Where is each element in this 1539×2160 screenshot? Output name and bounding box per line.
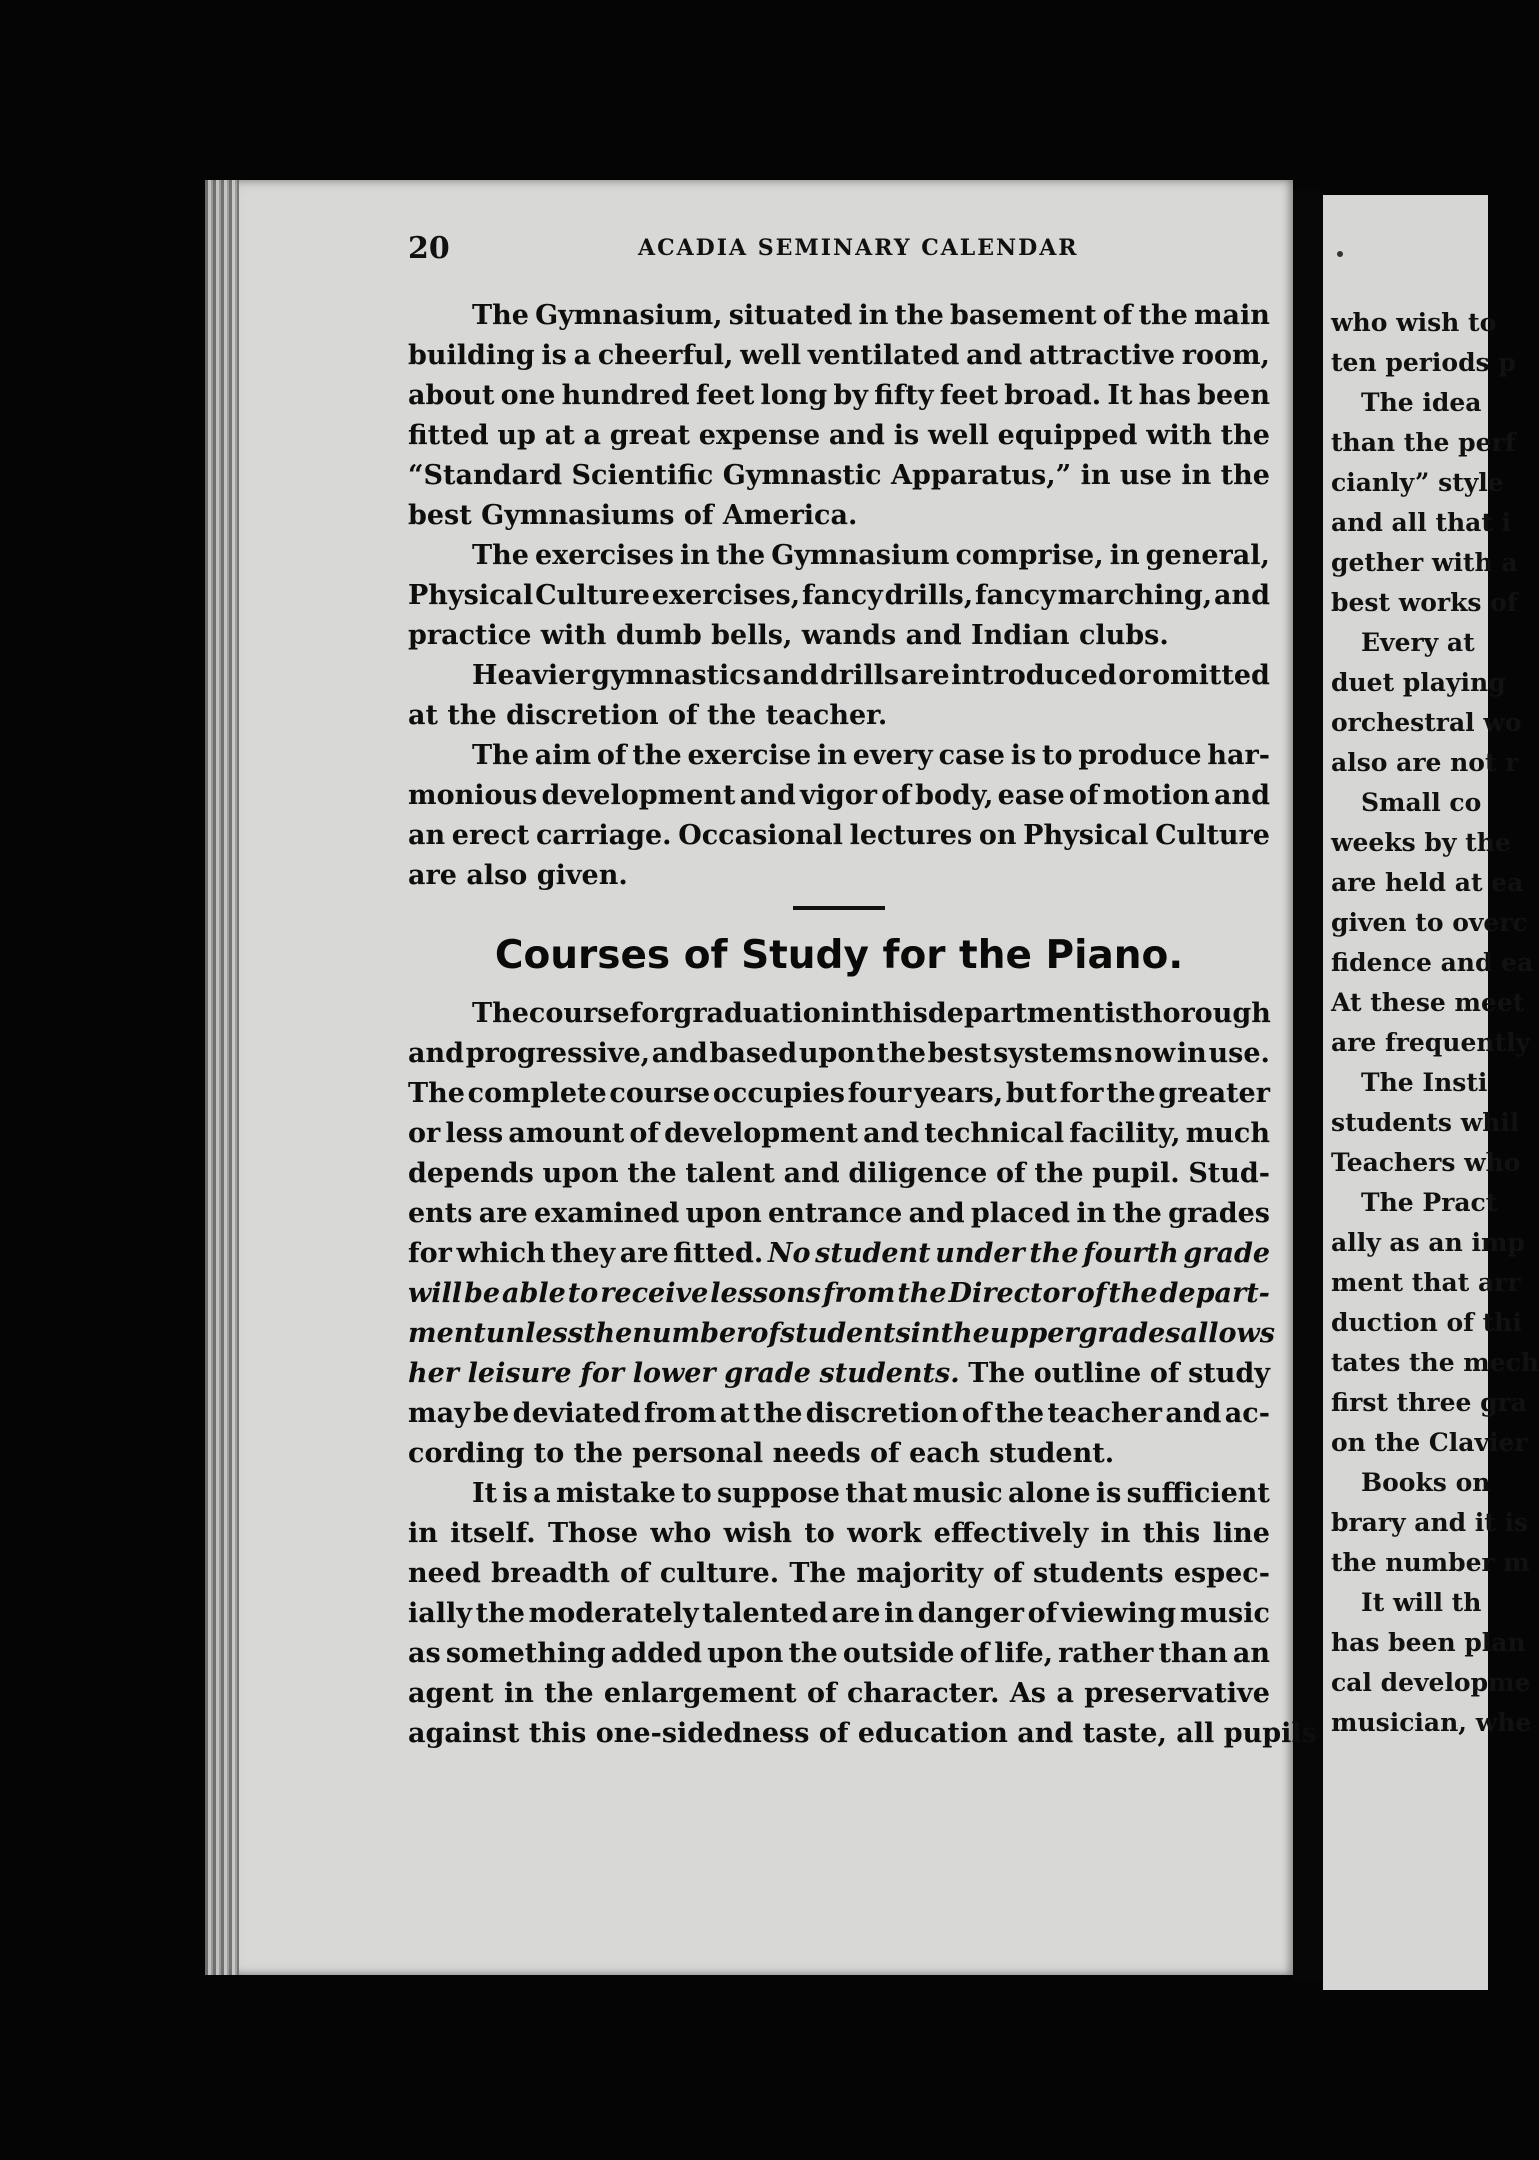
- text-line: or less amount of development and technical facility, much: [408, 1118, 1270, 1149]
- right-page-line: who wish to: [1331, 308, 1497, 337]
- text-line: about one hundred feet long by fifty feet broad. It has been: [408, 380, 1270, 411]
- right-page-line: At these meet: [1331, 988, 1525, 1017]
- right-page-line: duction of thi: [1331, 1308, 1522, 1337]
- text-line: and progressive, and based upon the best systems now in use.: [408, 1038, 1270, 1069]
- right-page-line: ally as an imp: [1331, 1228, 1525, 1257]
- right-page-line: tates the mech: [1331, 1348, 1539, 1377]
- right-page-line: duet playing: [1331, 668, 1506, 697]
- text-line: are also given.: [408, 860, 628, 891]
- right-page-line: The Insti: [1361, 1068, 1488, 1097]
- right-page-line: Teachers who: [1331, 1148, 1521, 1177]
- section-title: Courses of Study for the Piano.: [494, 933, 1184, 978]
- text-line: need breadth of culture. The majority of students espec-: [408, 1558, 1270, 1589]
- right-page-line: are held at ea: [1331, 868, 1524, 897]
- section-divider: [793, 906, 885, 910]
- text-line: will be able to receive lessons from the Director of the depart-: [408, 1278, 1270, 1309]
- right-page-line: Small co: [1361, 788, 1482, 817]
- right-page-line: on the Clavier: [1331, 1428, 1528, 1457]
- text-line: ment unless the number of students in the upper grades allows: [408, 1318, 1275, 1349]
- right-page-line: first three gra: [1331, 1388, 1527, 1417]
- text-line: against this one-sidedness of education and taste, all pupils: [408, 1718, 1317, 1749]
- paragraph-exercises: [408, 536, 1270, 656]
- text-line: The exercises in the Gymnasium comprise, in general,: [472, 540, 1270, 571]
- text-line: “Standard Scientific Gymnastic Apparatus,” in use in the: [408, 460, 1270, 491]
- text-line: The aim of the exercise in every case is to produce har-: [472, 740, 1270, 771]
- right-page-line: also are not r: [1331, 748, 1519, 777]
- text-line: best Gymnasiums of America.: [408, 500, 858, 531]
- page-number: 20: [408, 231, 450, 266]
- text-line: ially the moderately talented are in danger of viewing music: [408, 1598, 1270, 1629]
- text-line: Physical Culture exercises, fancy drills, fancy marching, and: [408, 580, 1270, 611]
- right-page-line: given to overc: [1331, 908, 1528, 937]
- right-page-line: ment that arr: [1331, 1268, 1521, 1297]
- paragraph-music-alone: [408, 1474, 1317, 1754]
- page-header: [408, 225, 1268, 265]
- text-line: The Gymnasium, situated in the basement of the main: [472, 300, 1270, 331]
- right-page-line: musician, whe: [1331, 1708, 1532, 1737]
- ink-speck: [1337, 251, 1343, 257]
- book-gutter: [1293, 190, 1323, 1980]
- right-page-line: students whil: [1331, 1108, 1520, 1137]
- right-page-line: and all that i: [1331, 508, 1512, 537]
- text-line: fitted up at a great expense and is well equipped with the: [408, 420, 1270, 451]
- text-line: may be deviated from at the discretion of the teacher and ac-: [408, 1398, 1270, 1429]
- text-line: an erect carriage. Occasional lectures on Physical Culture: [408, 820, 1270, 851]
- right-page-line: brary and it is: [1331, 1508, 1529, 1537]
- page-edge-stack: [205, 180, 239, 1975]
- right-page-line: than the perf: [1331, 428, 1516, 457]
- right-page-text: [1331, 303, 1539, 1743]
- right-page-line: cal developme: [1331, 1668, 1531, 1697]
- text-line: The course for graduation in this department is thorough: [472, 998, 1271, 1029]
- right-page-line: best works of: [1331, 588, 1518, 617]
- right-page-line: Books on: [1361, 1468, 1491, 1497]
- text-line: practice with dumb bells, wands and Indian clubs.: [408, 620, 1169, 651]
- main-text: [408, 296, 1317, 1754]
- right-page-line: The idea: [1361, 388, 1482, 417]
- right-page-line: The Pract: [1361, 1188, 1498, 1217]
- text-line: ents are examined upon entrance and placed in the grades: [408, 1198, 1270, 1229]
- right-page-line: Every at: [1361, 628, 1475, 657]
- right-page-line: It will th: [1361, 1588, 1482, 1617]
- text-line: The complete course occupies four years, but for the greater: [408, 1078, 1270, 1109]
- text-line: as something added upon the outside of life, rather than an: [408, 1638, 1270, 1669]
- text-line: monious development and vigor of body, ease of motion and: [408, 780, 1270, 811]
- right-page-line: ten periods p: [1331, 348, 1516, 377]
- paragraph-heavier-gymnastics: [408, 656, 1270, 736]
- right-page-line: the number m: [1331, 1548, 1530, 1577]
- paragraph-piano-course: [408, 994, 1275, 1474]
- text-line: cording to the personal needs of each student.: [408, 1438, 1115, 1469]
- text-line: It is a mistake to suppose that music alone is sufficient: [472, 1478, 1270, 1509]
- right-page-line: cianly” style: [1331, 468, 1504, 497]
- text-line: depends upon the talent and diligence of the pupil. Stud-: [408, 1158, 1270, 1189]
- right-page-line: orchestral wo: [1331, 708, 1522, 737]
- running-head: ACADIA SEMINARY CALENDAR: [638, 235, 1079, 261]
- paragraph-gymnasium: [408, 296, 1270, 536]
- text-line: Heavier gymnastics and drills are introduced or omitted: [472, 660, 1270, 691]
- right-page-line: are frequently: [1331, 1028, 1531, 1057]
- right-page-line: fidence and ea: [1331, 948, 1534, 977]
- text-line: for which they are fitted. No student under the fourth grade: [408, 1238, 1270, 1269]
- right-page-line: weeks by the: [1331, 828, 1511, 857]
- text-line: her leisure for lower grade students. The outline of study: [408, 1358, 1270, 1389]
- paragraph-aim: [408, 736, 1270, 896]
- right-page-line: gether with a: [1331, 548, 1518, 577]
- right-page-line: has been plan: [1331, 1628, 1526, 1657]
- right-page: [1323, 195, 1539, 1990]
- text-line: building is a cheerful, well ventilated and attractive room,: [408, 340, 1270, 371]
- text-line: agent in the enlargement of character. As a preservative: [408, 1678, 1270, 1709]
- text-line: at the discretion of the teacher.: [408, 700, 888, 731]
- text-line: in itself. Those who wish to work effectively in this line: [408, 1518, 1270, 1549]
